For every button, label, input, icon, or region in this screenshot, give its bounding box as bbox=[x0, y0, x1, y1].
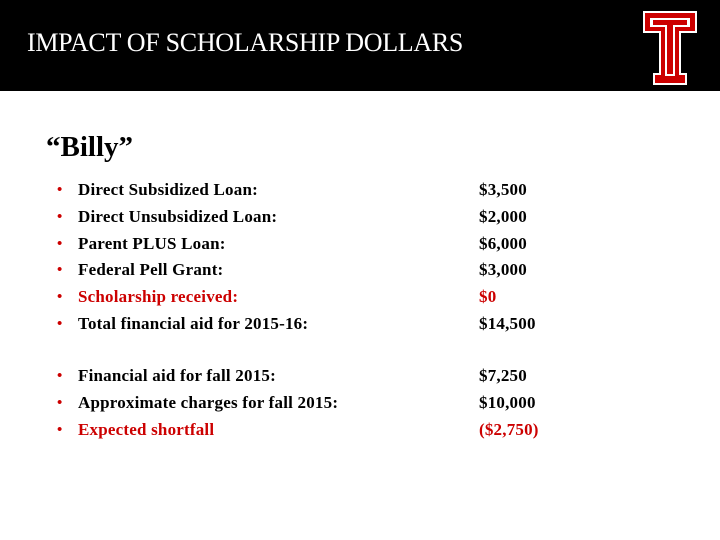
double-t-logo-icon bbox=[642, 10, 698, 86]
bullet-icon: • bbox=[57, 394, 63, 411]
item-value-highlight: ($2,750) bbox=[479, 419, 539, 439]
item-value: $7,250 bbox=[479, 366, 527, 385]
bullet-icon: • bbox=[57, 421, 63, 438]
item-value: $2,000 bbox=[479, 206, 527, 226]
item-label-highlight: Scholarship received: bbox=[78, 287, 239, 307]
item-label: Parent PLUS Loan: bbox=[78, 233, 226, 253]
slide-header bbox=[0, 0, 720, 91]
item-label: Approximate charges for fall 2015: bbox=[78, 392, 339, 412]
item-label-highlight: Expected shortfall bbox=[78, 419, 215, 439]
item-value: $14,500 bbox=[479, 313, 536, 333]
item-label: Direct Unsubsidized Loan: bbox=[78, 206, 278, 226]
student-name: “Billy” bbox=[46, 131, 134, 163]
item-value: $3,000 bbox=[479, 260, 527, 280]
bullet-icon: • bbox=[57, 315, 63, 332]
bullet-icon: • bbox=[57, 368, 63, 384]
item-label: Direct Subsidized Loan: bbox=[78, 180, 258, 199]
bullet-icon: • bbox=[57, 289, 63, 306]
item-value: $3,500 bbox=[479, 180, 527, 199]
bullet-icon: • bbox=[57, 208, 63, 225]
item-label: Financial aid for fall 2015: bbox=[78, 366, 276, 385]
item-value: $10,000 bbox=[479, 392, 536, 412]
slide-title: IMPACT OF SCHOLARSHIP DOLLARS bbox=[27, 28, 464, 57]
item-label: Total financial aid for 2015-16: bbox=[78, 313, 309, 333]
item-value-highlight: $0 bbox=[479, 287, 497, 307]
bullet-icon: • bbox=[57, 182, 63, 198]
item-label: Federal Pell Grant: bbox=[78, 260, 224, 280]
bullet-icon: • bbox=[57, 235, 63, 252]
item-value: $6,000 bbox=[479, 233, 527, 253]
bullet-icon: • bbox=[57, 262, 63, 279]
